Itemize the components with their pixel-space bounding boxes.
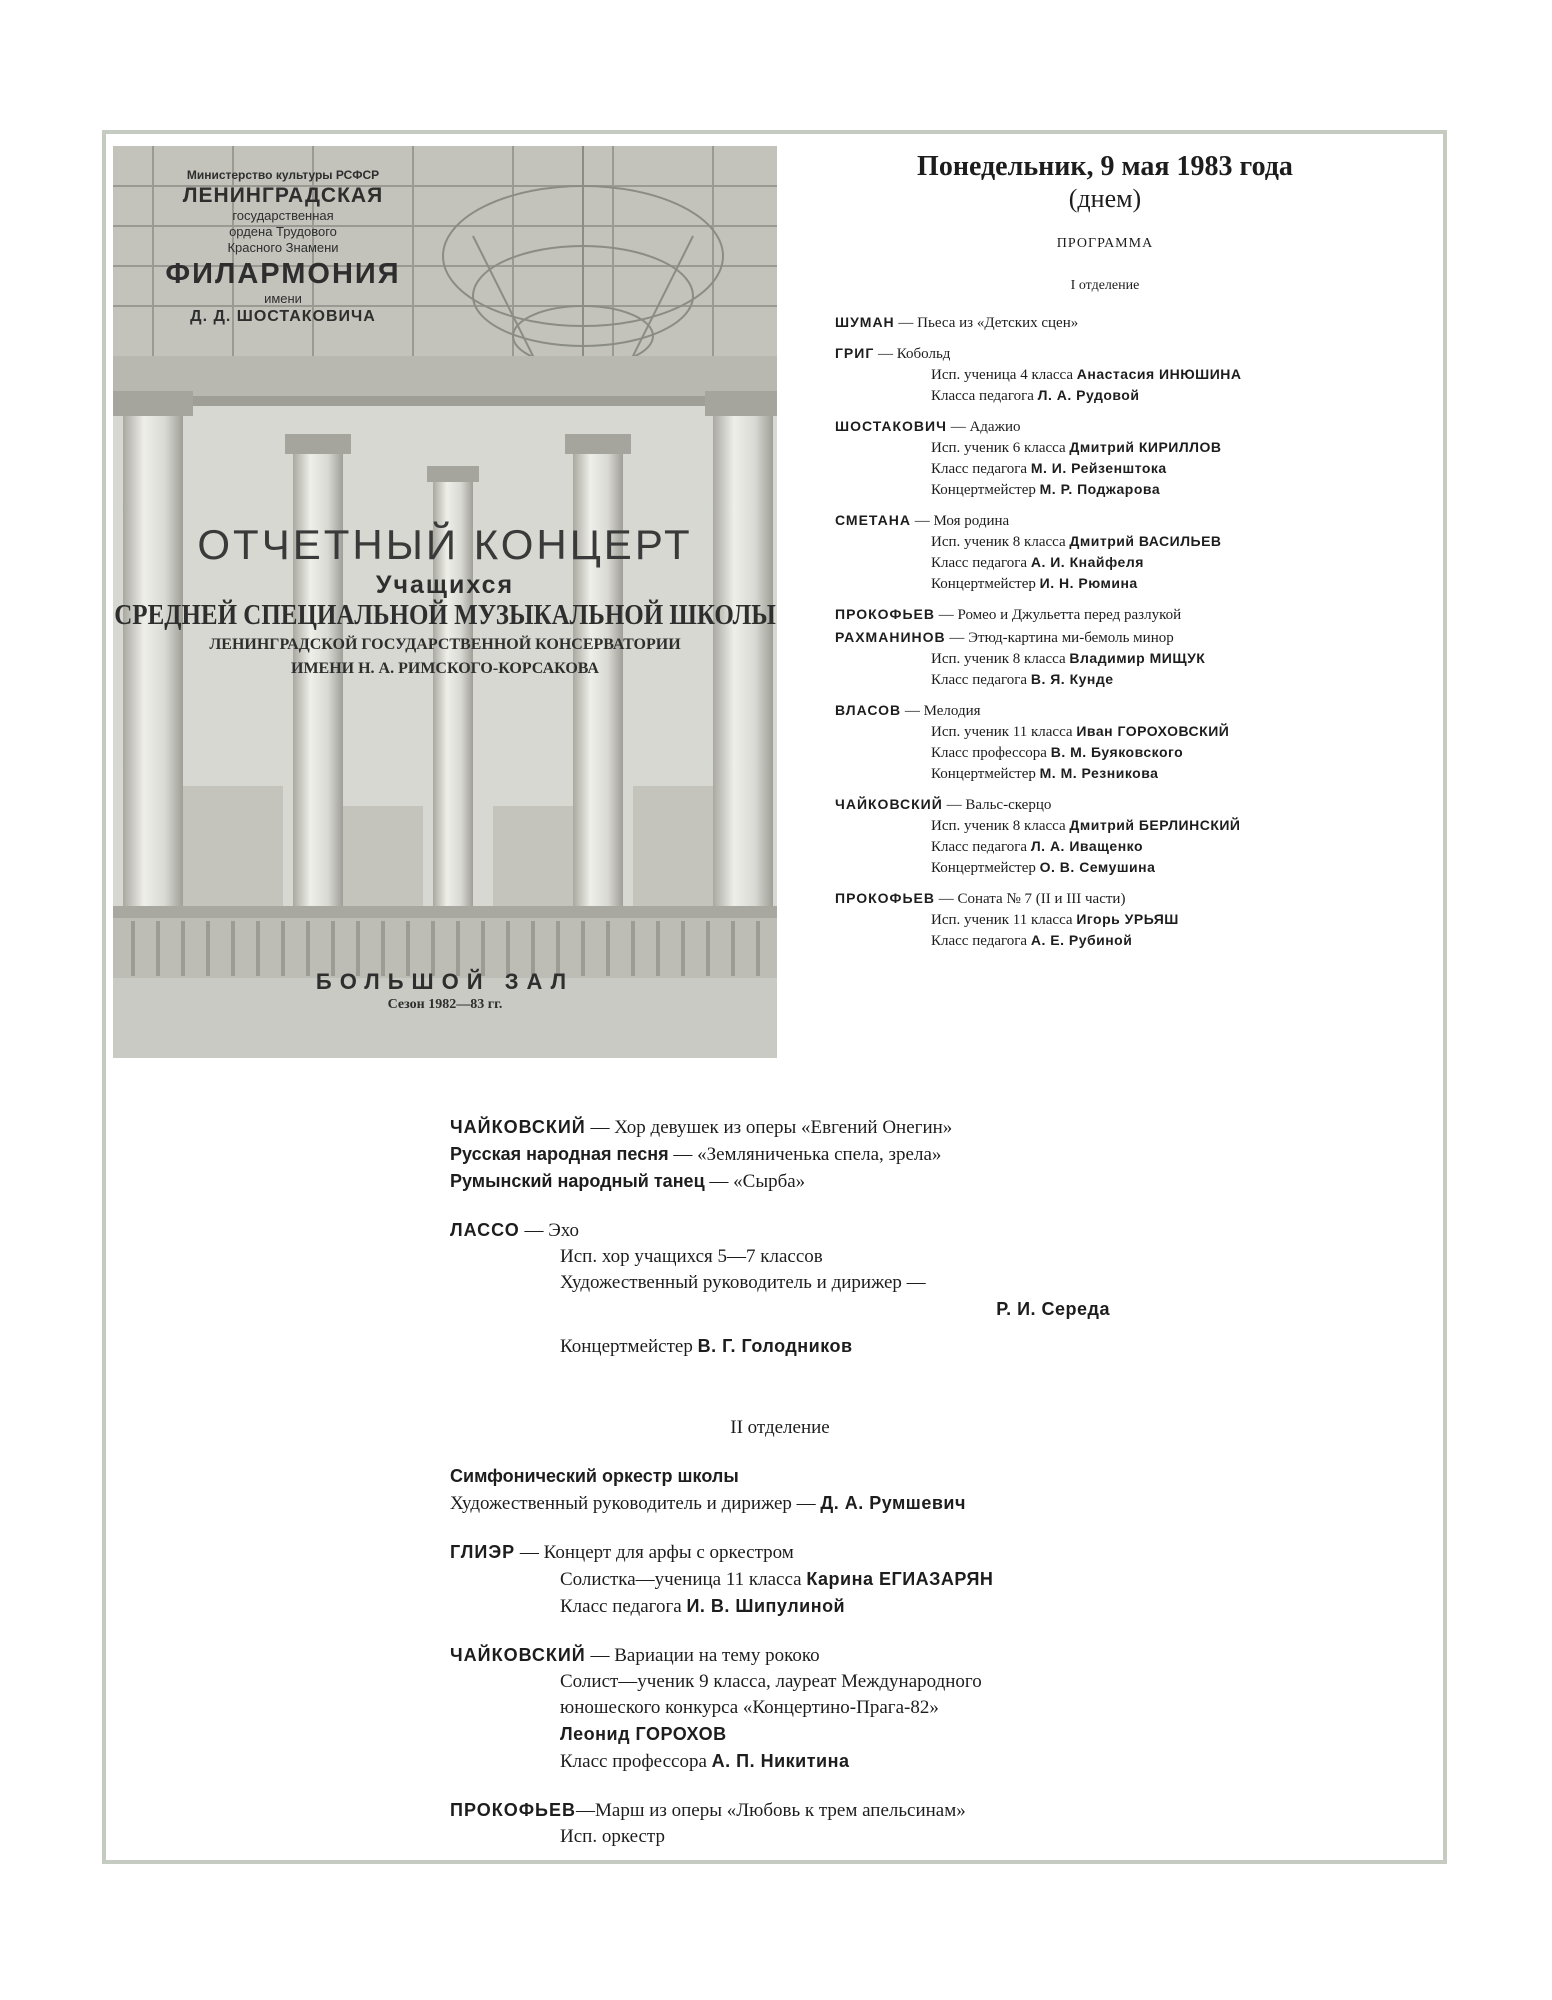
prokofiev-item bbox=[450, 1797, 1110, 1850]
teacher-name: А. П. Никитина bbox=[711, 1751, 850, 1771]
detail-name: В. М. Буяковского bbox=[1050, 744, 1184, 760]
city-text: ЛЕНИНГРАДСКАЯ bbox=[182, 184, 384, 207]
teacher-label: Класс профессора bbox=[560, 1751, 712, 1772]
detail-label: Исп. ученик 8 класса bbox=[931, 818, 1070, 834]
soloist-line-1: Солист—ученик 9 класса, лауреат Международного bbox=[560, 1671, 982, 1692]
program-item bbox=[835, 700, 1355, 784]
detail-name: Л. А. Рудовой bbox=[1037, 387, 1140, 403]
work-title: — Концерт для арфы с оркестром bbox=[515, 1542, 794, 1563]
detail-name: В. Я. Кунде bbox=[1030, 671, 1114, 687]
orchestra-item bbox=[450, 1463, 1110, 1517]
composer-name: СМЕТАНА bbox=[835, 512, 911, 528]
work-title: — Пьеса из «Детских сцен» bbox=[894, 315, 1079, 331]
detail-label: Концертмейстер bbox=[931, 482, 1040, 498]
composer-name: ЧАЙКОВСКИЙ bbox=[450, 1117, 586, 1137]
detail-label: Исп. ученик 11 класса bbox=[931, 912, 1077, 928]
desc-text-2: ордена Трудового bbox=[229, 224, 337, 239]
detail-label: Класс профессора bbox=[931, 745, 1051, 761]
orchestra-name: Симфонический оркестр школы bbox=[450, 1466, 739, 1486]
work-title: —Марш из оперы «Любовь к трем апельсинам» bbox=[576, 1800, 966, 1821]
detail-name: А. Е. Рубиной bbox=[1030, 932, 1133, 948]
named-text: имени bbox=[264, 291, 302, 306]
soloist-name: Карина ЕГИАЗАРЯН bbox=[806, 1569, 994, 1589]
work-title: — Кобольд bbox=[874, 346, 951, 362]
soloist-name: Леонид ГОРОХОВ bbox=[560, 1724, 727, 1744]
detail-name: Дмитрий БЕРЛИНСКИЙ bbox=[1069, 817, 1241, 833]
work-title: — Вальс-скерцо bbox=[942, 797, 1052, 813]
orch-director-name: Д. А. Румшевич bbox=[820, 1493, 966, 1513]
desc-text-1: государственная bbox=[232, 208, 334, 223]
cover-title: ОТЧЕТНЫЙ КОНЦЕРТ bbox=[197, 521, 693, 568]
performers-line: Исп. оркестр bbox=[560, 1826, 665, 1847]
detail-label: Класс педагога bbox=[931, 672, 1031, 688]
detail-label: Исп. ученик 6 класса bbox=[931, 440, 1070, 456]
work-title: — Хор девушек из оперы «Евгений Онегин» bbox=[585, 1117, 953, 1138]
detail-label: Концертмейстер bbox=[931, 860, 1040, 876]
detail-name: Игорь УРЬЯШ bbox=[1076, 911, 1179, 927]
composer-name: ГРИГ bbox=[835, 345, 875, 361]
teacher-label: Класс педагога bbox=[560, 1596, 687, 1617]
detail-name: О. В. Семушина bbox=[1039, 859, 1156, 875]
work-title: — Адажио bbox=[946, 419, 1021, 435]
composer-name: ЧАЙКОВСКИЙ bbox=[835, 796, 943, 812]
program-item bbox=[835, 627, 1355, 690]
detail-name: Иван ГОРОХОВСКИЙ bbox=[1076, 723, 1230, 739]
orch-director-label: Художественный руководитель и дирижер — bbox=[450, 1493, 821, 1514]
work-origin: Русская народная песня bbox=[450, 1144, 669, 1164]
tchaikovsky-item bbox=[450, 1642, 1110, 1775]
detail-label: Класс педагога bbox=[931, 933, 1031, 949]
hall-name: БОЛЬШОЙ ЗАЛ bbox=[315, 969, 575, 994]
detail-label: Исп. ученик 8 класса bbox=[931, 651, 1070, 667]
detail-name: Л. А. Иващенко bbox=[1030, 838, 1144, 854]
detail-name: М. М. Резникова bbox=[1039, 765, 1159, 781]
accomp-name: В. Г. Голодников bbox=[697, 1336, 853, 1356]
cover-conserv-2: ИМЕНИ Н. А. РИМСКОГО-КОРСАКОВА bbox=[291, 660, 599, 677]
detail-label: Исп. ученица 4 класса bbox=[931, 367, 1077, 383]
soloist-line-2: юношеского конкурса «Концертино-Прага-82» bbox=[560, 1697, 939, 1718]
work-title: — «Сырба» bbox=[704, 1171, 806, 1192]
work-title: — Мелодия bbox=[901, 703, 981, 719]
work-origin: Румынский народный танец bbox=[450, 1171, 705, 1191]
lasso-item bbox=[450, 1217, 1110, 1360]
performers-line: Исп. хор учащихся 5—7 классов bbox=[560, 1246, 823, 1267]
work-title: — Эхо bbox=[519, 1220, 580, 1241]
detail-name: Дмитрий КИРИЛЛОВ bbox=[1069, 439, 1222, 455]
person-text: Д. Д. ШОСТАКОВИЧА bbox=[190, 308, 376, 325]
work-title: — Ромео и Джульетта перед разлукой bbox=[935, 607, 1182, 623]
org-text: ФИЛАРМОНИЯ bbox=[165, 258, 401, 290]
detail-name: М. Р. Поджарова bbox=[1039, 481, 1161, 497]
concert-date: Понедельник, 9 мая 1983 года bbox=[917, 151, 1293, 182]
choir-item-3 bbox=[450, 1168, 1110, 1195]
composer-name: ГЛИЭР bbox=[450, 1542, 516, 1562]
composer-name: ШУМАН bbox=[835, 314, 895, 330]
cover-title-block bbox=[113, 521, 777, 678]
program-item bbox=[835, 604, 1355, 625]
cover-image bbox=[113, 146, 777, 1058]
concert-daytime: (днем) bbox=[1068, 184, 1142, 213]
program-item bbox=[835, 343, 1355, 406]
director-label: Художественный руководитель и дирижер — bbox=[560, 1272, 926, 1293]
program-item bbox=[835, 794, 1355, 878]
composer-name: ПРОКОФЬЕВ bbox=[835, 890, 935, 906]
detail-name: М. И. Рейзенштока bbox=[1030, 460, 1167, 476]
program-part-1 bbox=[835, 150, 1355, 951]
section-1-heading: I отделение bbox=[1070, 278, 1140, 293]
section-2-heading: II отделение bbox=[730, 1417, 830, 1438]
composer-name: ВЛАСОВ bbox=[835, 702, 902, 718]
detail-name: А. И. Кнайфеля bbox=[1030, 554, 1144, 570]
work-title: — «Земляниченька спела, зрела» bbox=[668, 1144, 942, 1165]
program-continuation bbox=[450, 1114, 1110, 1850]
detail-label: Концертмейстер bbox=[931, 576, 1040, 592]
detail-label: Класс педагога bbox=[931, 839, 1031, 855]
composer-name: ШОСТАКОВИЧ bbox=[835, 418, 947, 434]
work-title: — Вариации на тему рококо bbox=[585, 1645, 820, 1666]
detail-name: Дмитрий ВАСИЛЬЕВ bbox=[1069, 533, 1222, 549]
detail-name: И. Н. Рюмина bbox=[1039, 575, 1138, 591]
program-item bbox=[835, 510, 1355, 594]
work-title: — Моя родина bbox=[910, 513, 1010, 529]
cover-conserv-1: ЛЕНИНГРАДСКОЙ ГОСУДАРСТВЕННОЙ КОНСЕРВАТОРИИ bbox=[209, 636, 681, 653]
program-item bbox=[835, 416, 1355, 500]
composer-name: ПРОКОФЬЕВ bbox=[835, 606, 935, 622]
accomp-label: Концертмейстер bbox=[560, 1336, 698, 1357]
composer-name: ЧАЙКОВСКИЙ bbox=[450, 1645, 586, 1665]
teacher-name: И. В. Шипулиной bbox=[686, 1596, 846, 1616]
program-item bbox=[835, 888, 1355, 951]
detail-label: Концертмейстер bbox=[931, 766, 1040, 782]
detail-label: Класс педагога bbox=[931, 555, 1031, 571]
detail-name: Владимир МИЩУК bbox=[1069, 650, 1206, 666]
composer-name: ЛАССО bbox=[450, 1220, 520, 1240]
director-name: Р. И. Середа bbox=[996, 1299, 1110, 1319]
composer-name: РАХМАНИНОВ bbox=[835, 629, 946, 645]
cover-header bbox=[143, 146, 423, 326]
ministry-text: Министерство культуры РСФСР bbox=[186, 168, 380, 182]
work-title: — Этюд-картина ми-бемоль минор bbox=[945, 630, 1174, 646]
composer-name: ПРОКОФЬЕВ bbox=[450, 1800, 576, 1820]
cover-school: СРЕДНЕЙ СПЕЦИАЛЬНОЙ МУЗЫКАЛЬНОЙ ШКОЛЫ bbox=[114, 599, 776, 631]
detail-label: Класса педагога bbox=[931, 388, 1038, 404]
detail-label: Исп. ученик 8 класса bbox=[931, 534, 1070, 550]
cover-students: Учащихся bbox=[375, 571, 515, 599]
detail-label: Исп. ученик 11 класса bbox=[931, 724, 1077, 740]
season-text: Сезон 1982—83 гг. bbox=[387, 997, 503, 1012]
choir-item-1 bbox=[450, 1114, 1110, 1141]
desc-text-3: Красного Знамени bbox=[227, 240, 339, 255]
program-heading: ПРОГРАММА bbox=[1056, 236, 1154, 251]
soloist-label: Солистка—ученица 11 класса bbox=[560, 1569, 807, 1590]
detail-label: Класс педагога bbox=[931, 461, 1031, 477]
choir-item-2 bbox=[450, 1141, 1110, 1168]
part-1-list bbox=[835, 312, 1355, 951]
work-title: — Соната № 7 (II и III части) bbox=[935, 891, 1126, 907]
program-item bbox=[835, 312, 1355, 333]
detail-name: Анастасия ИНЮШИНА bbox=[1076, 366, 1242, 382]
cover-footer bbox=[113, 969, 777, 1013]
gliere-item bbox=[450, 1539, 1110, 1620]
